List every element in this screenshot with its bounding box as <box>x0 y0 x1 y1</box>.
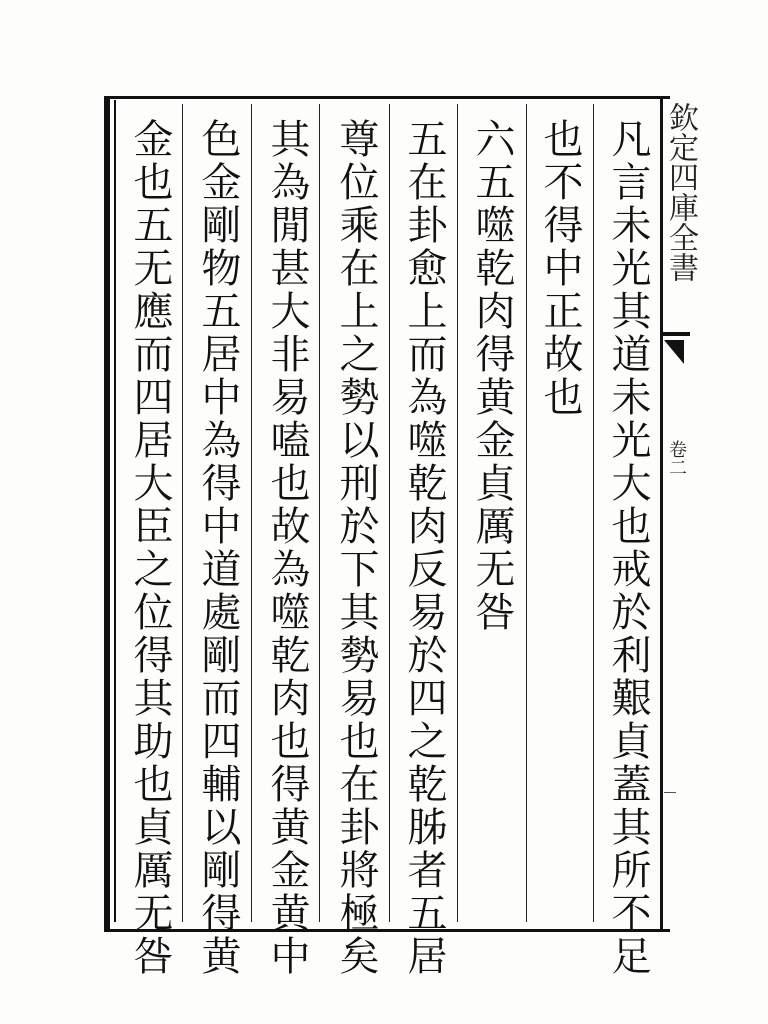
margin-tick <box>664 792 676 793</box>
text-column-2: 也不得中正故也 <box>537 118 583 419</box>
margin-juan-number: 卷二 <box>666 440 687 476</box>
column-rule <box>251 104 252 922</box>
margin-book-title: 欽定四庫全書 <box>663 102 698 282</box>
frame-inner-rule <box>114 100 116 922</box>
text-column-3: 六五噬乾肉得黄金貞厲无咎 <box>469 118 515 634</box>
text-column-7: 色金剛物五居中為得中道處剛而四輔以剛得黄 <box>195 118 241 978</box>
column-rule <box>182 104 183 922</box>
text-column-6: 其為閒甚大非易嗑也故為噬乾肉也得黄金黄中 <box>264 118 310 978</box>
column-rule <box>526 104 527 922</box>
fish-tail-mark <box>664 340 684 364</box>
text-column-5: 尊位乘在上之勢以刑於下其勢易也在卦將極矣 <box>333 118 379 978</box>
column-rule <box>319 104 320 922</box>
fish-tail-bar <box>662 332 690 336</box>
text-column-8: 金也五无應而四居大臣之位得其助也貞厲无咎 <box>127 118 173 978</box>
column-rule <box>593 104 594 922</box>
column-rule <box>389 104 390 922</box>
text-column-4: 五在卦愈上而為噬乾肉反易於四之乾胏者五居 <box>401 118 447 978</box>
column-rule <box>457 104 458 922</box>
text-column-1: 凡言未光其道未光大也戒於利艱貞蓋其所不足 <box>605 118 651 978</box>
